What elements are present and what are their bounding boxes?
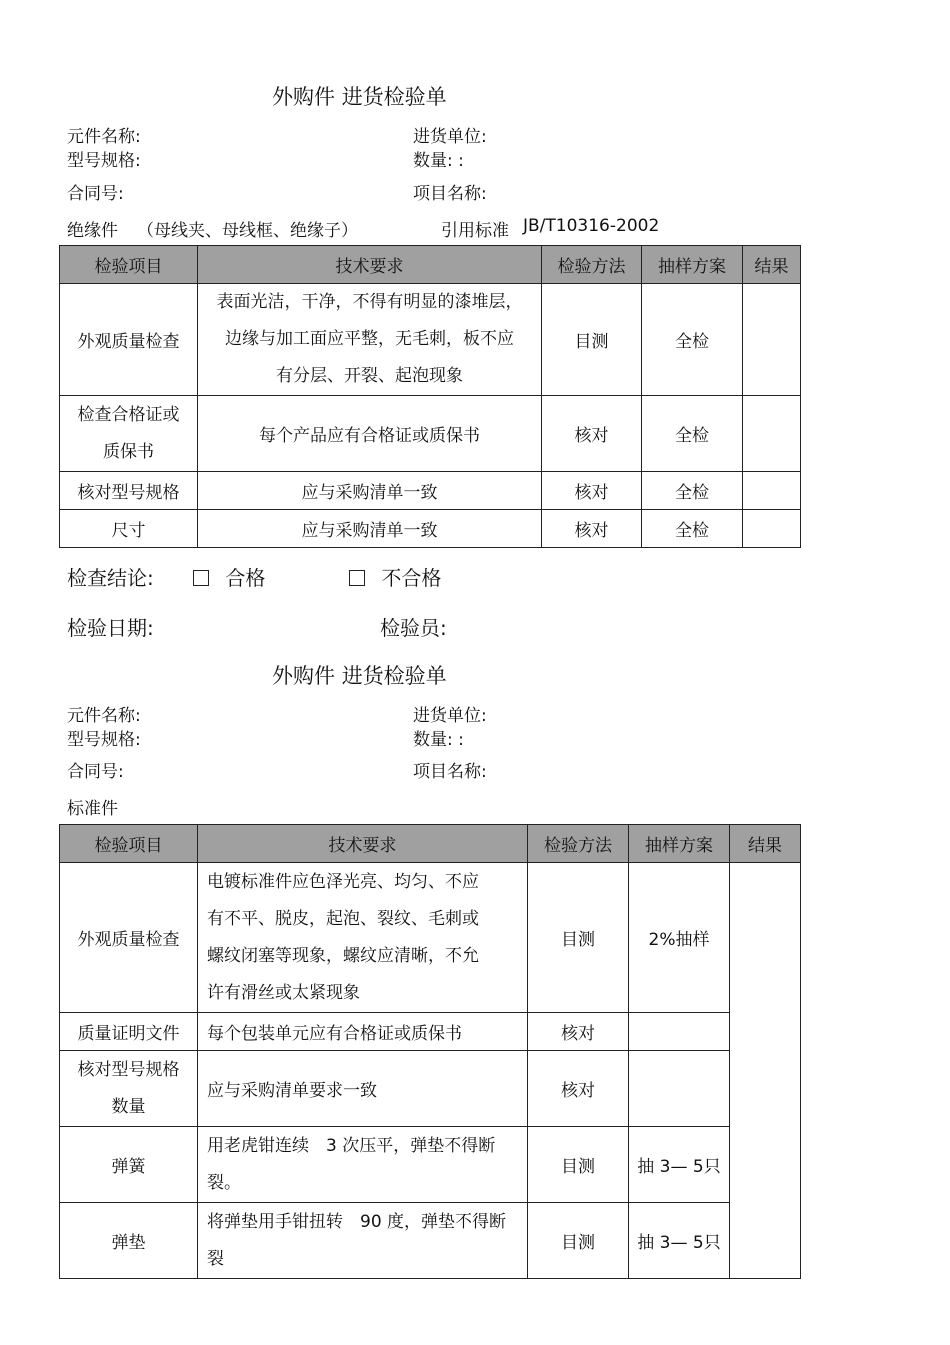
item-line: 数量 [111, 1096, 146, 1117]
row-requirement: 应与采购清单一致 [198, 472, 542, 510]
row-method: 目测 [528, 863, 629, 1013]
project-label: 项目名称: [413, 184, 487, 204]
row-result [743, 472, 801, 510]
row-item [60, 1051, 198, 1127]
model-label: 型号规格: [67, 151, 141, 171]
header-requirement: 技术要求 [198, 246, 542, 284]
inspection-date-label: 检验日期: [67, 616, 154, 640]
result-cell [730, 863, 801, 1279]
form-title-prefix: 外购件 [272, 664, 335, 688]
fail-checkbox[interactable] [349, 570, 365, 586]
form-title-main: 进货检验单 [341, 85, 447, 109]
row-requirement [198, 1203, 528, 1279]
requirement-line: 将弹垫用手钳扭转 90 度，弹垫不得断 [207, 1211, 507, 1232]
row-requirement: 每个产品应有合格证或质保书 [198, 396, 542, 472]
requirement-line: 表面光洁，干净，不得有明显的漆堆层， [216, 292, 523, 312]
form-title [272, 81, 447, 111]
table-row [60, 1127, 801, 1203]
row-item: 弹簧 [60, 1127, 198, 1203]
row-item [60, 396, 198, 472]
row-item: 外观质量检查 [60, 284, 198, 396]
fail-option[interactable] [349, 562, 441, 591]
conclusion-label: 检查结论: [67, 566, 154, 590]
row-requirement: 应与采购清单一致 [198, 510, 542, 548]
header-item: 检验项目 [60, 825, 198, 863]
form-title-prefix: 外购件 [272, 85, 335, 109]
table-row [60, 510, 801, 548]
standard-label: 引用标准 [441, 221, 509, 241]
component-name-label: 元件名称: [67, 127, 141, 147]
requirement-line: 裂 [207, 1248, 224, 1269]
header-sampling: 抽样方案 [642, 246, 743, 284]
header-requirement: 技术要求 [198, 825, 528, 863]
inspection-table-2 [59, 824, 801, 1279]
row-method: 核对 [528, 1013, 629, 1051]
row-item: 核对型号规格 [60, 472, 198, 510]
table-row [60, 1013, 801, 1051]
header-sampling: 抽样方案 [629, 825, 730, 863]
table-row [60, 472, 801, 510]
row-method: 目测 [542, 284, 642, 396]
header-method: 检验方法 [528, 825, 629, 863]
header-method: 检验方法 [542, 246, 642, 284]
row-item: 质量证明文件 [60, 1013, 198, 1051]
requirement-line: 有不平、脱皮，起泡、裂纹、毛刺或 [207, 908, 479, 929]
row-method: 目测 [528, 1127, 629, 1203]
supplier-label: 进货单位: [413, 706, 487, 726]
header-item: 检验项目 [60, 246, 198, 284]
row-item: 尺寸 [60, 510, 198, 548]
row-sampling [629, 1051, 730, 1127]
row-requirement [198, 1127, 528, 1203]
row-sampling: 全检 [642, 510, 743, 548]
contract-label: 合同号: [67, 184, 124, 204]
row-requirement [198, 284, 542, 396]
row-method: 核对 [542, 510, 642, 548]
row-sampling: 2%抽样 [629, 863, 730, 1013]
item-line: 检查合格证或 [77, 404, 180, 425]
pass-option[interactable] [193, 562, 265, 591]
category-label: 标准件 [67, 799, 118, 819]
row-sampling [629, 1013, 730, 1051]
requirement-line: 裂。 [207, 1172, 241, 1193]
requirement-line: 许有滑丝或太紧现象 [207, 982, 360, 1003]
component-name-label: 元件名称: [67, 706, 141, 726]
category-label: 绝缘件 [67, 221, 118, 241]
row-method: 核对 [542, 396, 642, 472]
row-result [743, 396, 801, 472]
item-line: 核对型号规格 [77, 1059, 180, 1080]
fail-label: 不合格 [381, 566, 442, 590]
row-sampling: 抽 3— 5只 [629, 1203, 730, 1279]
row-result [743, 510, 801, 548]
row-sampling: 全检 [642, 472, 743, 510]
row-requirement: 每个包装单元应有合格证或质保书 [198, 1013, 528, 1051]
form-title [272, 660, 447, 690]
project-label: 项目名称: [413, 762, 487, 782]
row-sampling: 全检 [642, 284, 743, 396]
requirement-line: 边缘与加工面应平整，无毛刺，板不应 [225, 329, 514, 349]
row-method: 目测 [528, 1203, 629, 1279]
pass-checkbox[interactable] [193, 570, 209, 586]
contract-label: 合同号: [67, 762, 124, 782]
requirement-line: 螺纹闭塞等现象，螺纹应清晰，不允 [207, 945, 479, 966]
row-result [743, 284, 801, 396]
requirement-line: 电镀标准件应色泽光亮、均匀、不应 [207, 871, 479, 892]
item-line: 质保书 [103, 441, 154, 462]
row-requirement: 应与采购清单要求一致 [198, 1051, 528, 1127]
quantity-label: 数量: : [413, 151, 464, 171]
header-result: 结果 [730, 825, 801, 863]
row-sampling: 全检 [642, 396, 743, 472]
table-row [60, 284, 801, 396]
standard-value: JB/T10316-2002 [523, 216, 660, 236]
category-detail: （母线夹、母线框、绝缘子） [137, 221, 358, 241]
model-label: 型号规格: [67, 730, 141, 750]
table-row [60, 1203, 801, 1279]
table-row [60, 1051, 801, 1127]
row-item: 弹垫 [60, 1203, 198, 1279]
quantity-label: 数量: : [413, 730, 464, 750]
row-requirement [198, 863, 528, 1013]
pass-label: 合格 [225, 566, 266, 590]
inspection-table-1 [59, 245, 801, 548]
table-row [60, 863, 801, 1013]
form-title-main: 进货检验单 [341, 664, 447, 688]
requirement-line: 用老虎钳连续 3 次压平，弹垫不得断 [207, 1135, 496, 1156]
supplier-label: 进货单位: [413, 127, 487, 147]
row-sampling: 抽 3— 5只 [629, 1127, 730, 1203]
table-row [60, 396, 801, 472]
row-method: 核对 [542, 472, 642, 510]
row-method: 核对 [528, 1051, 629, 1127]
row-item: 外观质量检查 [60, 863, 198, 1013]
requirement-line: 有分层、开裂、起泡现象 [276, 366, 463, 386]
inspector-label: 检验员: [380, 616, 447, 640]
header-result: 结果 [743, 246, 801, 284]
